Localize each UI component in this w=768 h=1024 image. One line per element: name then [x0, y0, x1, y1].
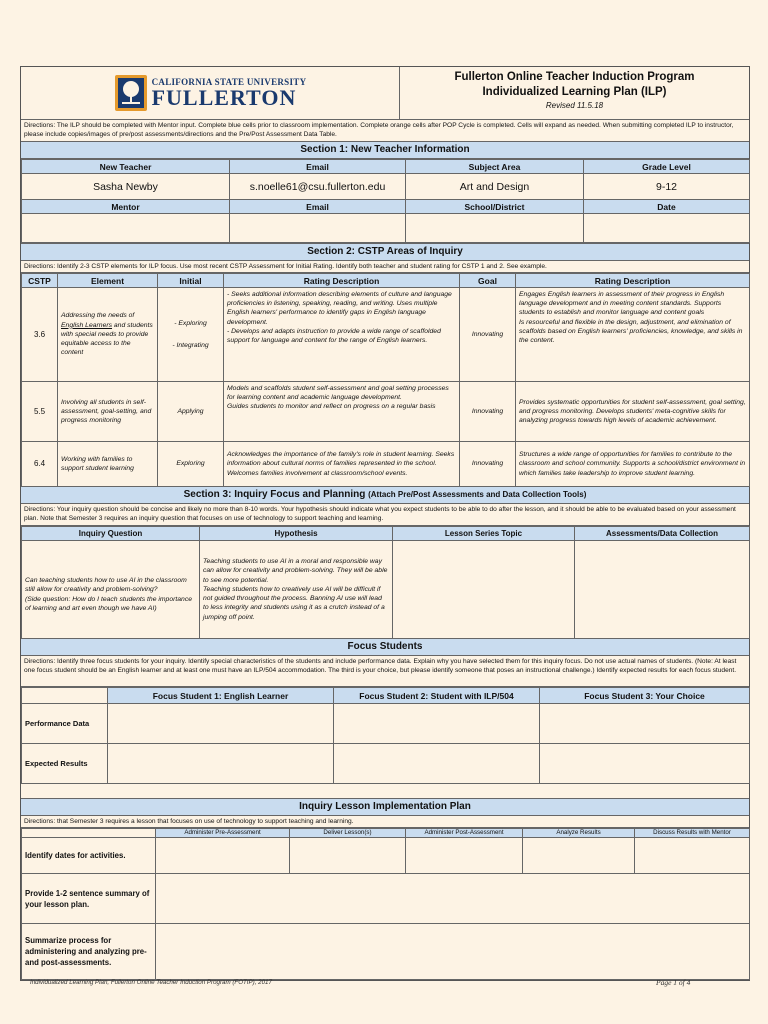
analyze-results-header: Analyze Results [523, 829, 635, 838]
cstp-row [22, 442, 750, 487]
inquiry-row [22, 541, 750, 639]
section2-directions: Directions: Identify 2-3 CSTP elements for ILP focus. Use most recent CSTP Assessment for Initial Rating. Identify both teacher and student rating for CSTP 1 and 2. See example. [21, 261, 749, 273]
student3-performance-field[interactable] [540, 704, 750, 744]
deliver-lessons-date-field[interactable] [290, 838, 406, 874]
section3-title-note: (Attach Pre/Post Assessments and Data Collection Tools) [368, 490, 587, 499]
mentor-value-row [22, 214, 750, 243]
hypothesis-field[interactable]: Teaching students to use AI in a moral and responsible way can allow for creativity and problem-solving. They will be able to see more potential. Teaching students how to creatively use AI will be difficult if not guided throughout the process. Banning AI use will lead to less integrity and students using it as a crutch instead of a jumping off point. [200, 541, 393, 639]
assessment-process-field[interactable] [156, 924, 750, 980]
focus-corner-cell [22, 688, 108, 704]
lesson-series-topic-header: Lesson Series Topic [393, 527, 575, 541]
lesson-summary-field[interactable] [156, 874, 750, 924]
mentor-email-field[interactable] [230, 214, 406, 243]
focus-students-title: Focus Students [21, 639, 749, 656]
footer-document-title: Individualized Learning Plan, Fullerton Online Teacher Induction Program (FOTIP), 2017 [30, 979, 272, 986]
grade-level-field[interactable]: 9-12 [584, 174, 750, 200]
cstp-rating-description[interactable]: Models and scaffolds student self-assessment and goal setting processes for learning content and academic language development. Guides students to monitor and reflect on progress on a regular basis [224, 382, 460, 442]
initial-header: Initial [158, 274, 224, 288]
mentor-header: Mentor [22, 200, 230, 214]
date-field[interactable] [584, 214, 750, 243]
lesson-plan-title: Inquiry Lesson Implementation Plan [21, 798, 749, 816]
cstp-element[interactable]: Involving all students in self-assessment, goal-setting, and progress monitoring [58, 382, 158, 442]
rating-description-header: Rating Description [224, 274, 460, 288]
section1-title: Section 1: New Teacher Information [21, 142, 749, 159]
element-underlined-text: English Learners [61, 321, 113, 329]
expected-results-row [22, 744, 750, 784]
student3-expected-field[interactable] [540, 744, 750, 784]
cstp-table [21, 273, 750, 487]
email-header: Email [230, 160, 406, 174]
inquiry-question-field[interactable]: Can teaching students how to use AI in the classroom still allow for creativity and problem-solving? (Side question: How do I teach students the importance of learning and art even though we have AI) [22, 541, 200, 639]
process-label: Summarize process for administering and analyzing pre- and post-assessments. [22, 924, 156, 980]
section3-title [21, 487, 749, 504]
new-teacher-header: New Teacher [22, 160, 230, 174]
cstp-goal-description[interactable]: Engages English learners in assessment of their progress in English language development and in meeting content standards. Supports students to establish and monitor language and content goals Is resourceful and flexible in the design, adjustment, and elimination of scaffolds based on English learners' proficiencies, knowledge, and skills in the content. [516, 288, 750, 382]
student2-performance-field[interactable] [334, 704, 540, 744]
cstp-goal[interactable]: Innovating [460, 382, 516, 442]
focus-header-row [22, 688, 750, 704]
date-header: Date [584, 200, 750, 214]
ilp-form [20, 66, 750, 981]
logo-university-line: CALIFORNIA STATE UNIVERSITY [151, 77, 307, 87]
deliver-lessons-header: Deliver Lesson(s) [290, 829, 406, 838]
summary-row [22, 874, 750, 924]
footer-page-number: Page 1 of 4 [656, 978, 691, 987]
mentor-header-row [22, 200, 750, 214]
performance-data-label: Performance Data [22, 704, 108, 744]
inquiry-header-row [22, 527, 750, 541]
pre-assessment-date-field[interactable] [156, 838, 290, 874]
process-row [22, 924, 750, 980]
focus-student1-header: Focus Student 1: English Learner [108, 688, 334, 704]
lesson-plan-table [21, 828, 750, 980]
header-title-block [400, 67, 749, 119]
focus-students-table [21, 687, 750, 784]
cstp-rating-description[interactable]: Acknowledges the importance of the family's role in student learning. Seeks information about cultural norms of families represented in the school. Welcomes families involvement at classroom/school events. [224, 442, 460, 487]
cstp-goal[interactable]: Innovating [460, 442, 516, 487]
inquiry-question-header: Inquiry Question [22, 527, 200, 541]
section3-directions: Directions: Your inquiry question should be concise and likely no more than 8-10 words. Your hypothesis should indicate what you expect students to be able to do after the lesson, and it should be able to be evaluated based on your assessment plan. Note that Semester 3 requires an inquiry question that focuses on use of technology to support teaching and learning. [21, 504, 749, 526]
element-header: Element [58, 274, 158, 288]
subject-area-field[interactable]: Art and Design [406, 174, 584, 200]
cstp-number: 5.5 [22, 382, 58, 442]
post-assessment-date-field[interactable] [406, 838, 523, 874]
lesson-plan-header-row [22, 829, 750, 838]
university-logo [21, 67, 400, 119]
student2-expected-field[interactable] [334, 744, 540, 784]
inquiry-table [21, 526, 750, 639]
cstp-header: CSTP [22, 274, 58, 288]
post-assessment-header: Administer Post-Assessment [406, 829, 523, 838]
pre-assessment-header: Administer Pre-Assessment [156, 829, 290, 838]
school-district-header: School/District [406, 200, 584, 214]
form-header [21, 67, 749, 120]
subject-area-header: Subject Area [406, 160, 584, 174]
focus-students-directions: Directions: Identify three focus students for your inquiry. Identify special characteristics of the students and include performance data. Explain why you have selected them for this inquiry focus. Do not use actual names of students. (Note: At least one focus student should be an English learner and at least one must have an ILP/504 accommodation. The third is your choice, but please identify someone that poses an instructional challenge.) Identify expected results for each focus student. [21, 656, 749, 687]
cstp-element[interactable] [58, 288, 158, 382]
cstp-initial[interactable]: Applying [158, 382, 224, 442]
teacher-info-value-row [22, 174, 750, 200]
element-text: Addressing the needs of [61, 312, 135, 320]
email-field[interactable]: s.noelle61@csu.fullerton.edu [230, 174, 406, 200]
program-title: Fullerton Online Teacher Induction Program [454, 71, 695, 83]
dates-row [22, 838, 750, 874]
cstp-initial[interactable] [158, 288, 224, 382]
top-directions: Directions: The ILP should be completed with Mentor input. Complete blue cells prior to classroom implementation. Complete orange cells after POP Cycle is completed. Cells will expand as needed. When submitting completed ILP to instructor, please include copies/images of pre/post assessments/directions and the Pre/Post Assessment Data Table. [21, 120, 749, 142]
goal-rating-description-header: Rating Description [516, 274, 750, 288]
section3-title-main: Section 3: Inquiry Focus and Planning [183, 489, 366, 500]
student1-performance-field[interactable] [108, 704, 334, 744]
plan-title: Individualized Learning Plan (ILP) [482, 86, 667, 98]
summary-label: Provide 1-2 sentence summary of your lesson plan. [22, 874, 156, 924]
cstp-rating-description[interactable]: - Seeks additional information describing elements of culture and language proficiencies in listening, speaking, reading, and writing. Uses multiple English learners' performance to identify gaps in English language development. - Develops and adapts instruction to provide a wide range of scaffolded support for language and content for the range of English learners. [224, 288, 460, 382]
teacher-info-table [21, 159, 750, 243]
goal-header: Goal [460, 274, 516, 288]
performance-data-row [22, 704, 750, 744]
assessments-field[interactable] [575, 541, 750, 639]
revision-date: Revised 11.5.18 [545, 101, 604, 110]
cstp-number: 3.6 [22, 288, 58, 382]
cstp-initial[interactable]: Exploring [158, 442, 224, 487]
cstp-goal-description[interactable]: Structures a wide range of opportunities for families to contribute to the classroom and school community. Supports a school/district environment in which families take leadership to improve student learning. [516, 442, 750, 487]
cstp-goal-description[interactable]: Provides systematic opportunities for student self-assessment, goal setting, and progress monitoring. Develops students' meta-cognitive skills for analyzing progress towards high levels of academic achievement. [516, 382, 750, 442]
section2-title: Section 2: CSTP Areas of Inquiry [21, 243, 749, 261]
hypothesis-header: Hypothesis [200, 527, 393, 541]
new-teacher-field[interactable]: Sasha Newby [22, 174, 230, 200]
lesson-plan-corner-cell [22, 829, 156, 838]
lesson-plan-directions: Directions: that Semester 3 requires a lesson that focuses on use of technology to support teaching and learning. [21, 816, 749, 828]
logo-fullerton-wordmark: FULLERTON [151, 85, 297, 110]
discuss-results-header: Discuss Results with Mentor [635, 829, 750, 838]
cstp-row [22, 382, 750, 442]
expected-results-label: Expected Results [22, 744, 108, 784]
university-seal-icon [114, 74, 148, 112]
focus-student3-header: Focus Student 3: Your Choice [540, 688, 750, 704]
cstp-row [22, 288, 750, 382]
discuss-results-date-field[interactable] [635, 838, 750, 874]
cstp-number: 6.4 [22, 442, 58, 487]
grade-level-header: Grade Level [584, 160, 750, 174]
school-district-field[interactable] [406, 214, 584, 243]
element-text-cont: and students with special needs to provide equitable access to the content [61, 321, 153, 357]
analyze-results-date-field[interactable] [523, 838, 635, 874]
dates-label: Identify dates for activities. [22, 838, 156, 874]
focus-student2-header: Focus Student 2: Student with ILP/504 [334, 688, 540, 704]
initial-rating-b: - Integrating [172, 341, 209, 349]
cstp-element[interactable]: Working with families to support student learning [58, 442, 158, 487]
mentor-email-header: Email [230, 200, 406, 214]
assessments-header: Assessments/Data Collection [575, 527, 750, 541]
teacher-info-header-row [22, 160, 750, 174]
student1-expected-field[interactable] [108, 744, 334, 784]
cstp-goal[interactable]: Innovating [460, 288, 516, 382]
initial-rating-a: - Exploring [174, 320, 207, 328]
lesson-series-topic-field[interactable] [393, 541, 575, 639]
cstp-header-row [22, 274, 750, 288]
mentor-field[interactable] [22, 214, 230, 243]
